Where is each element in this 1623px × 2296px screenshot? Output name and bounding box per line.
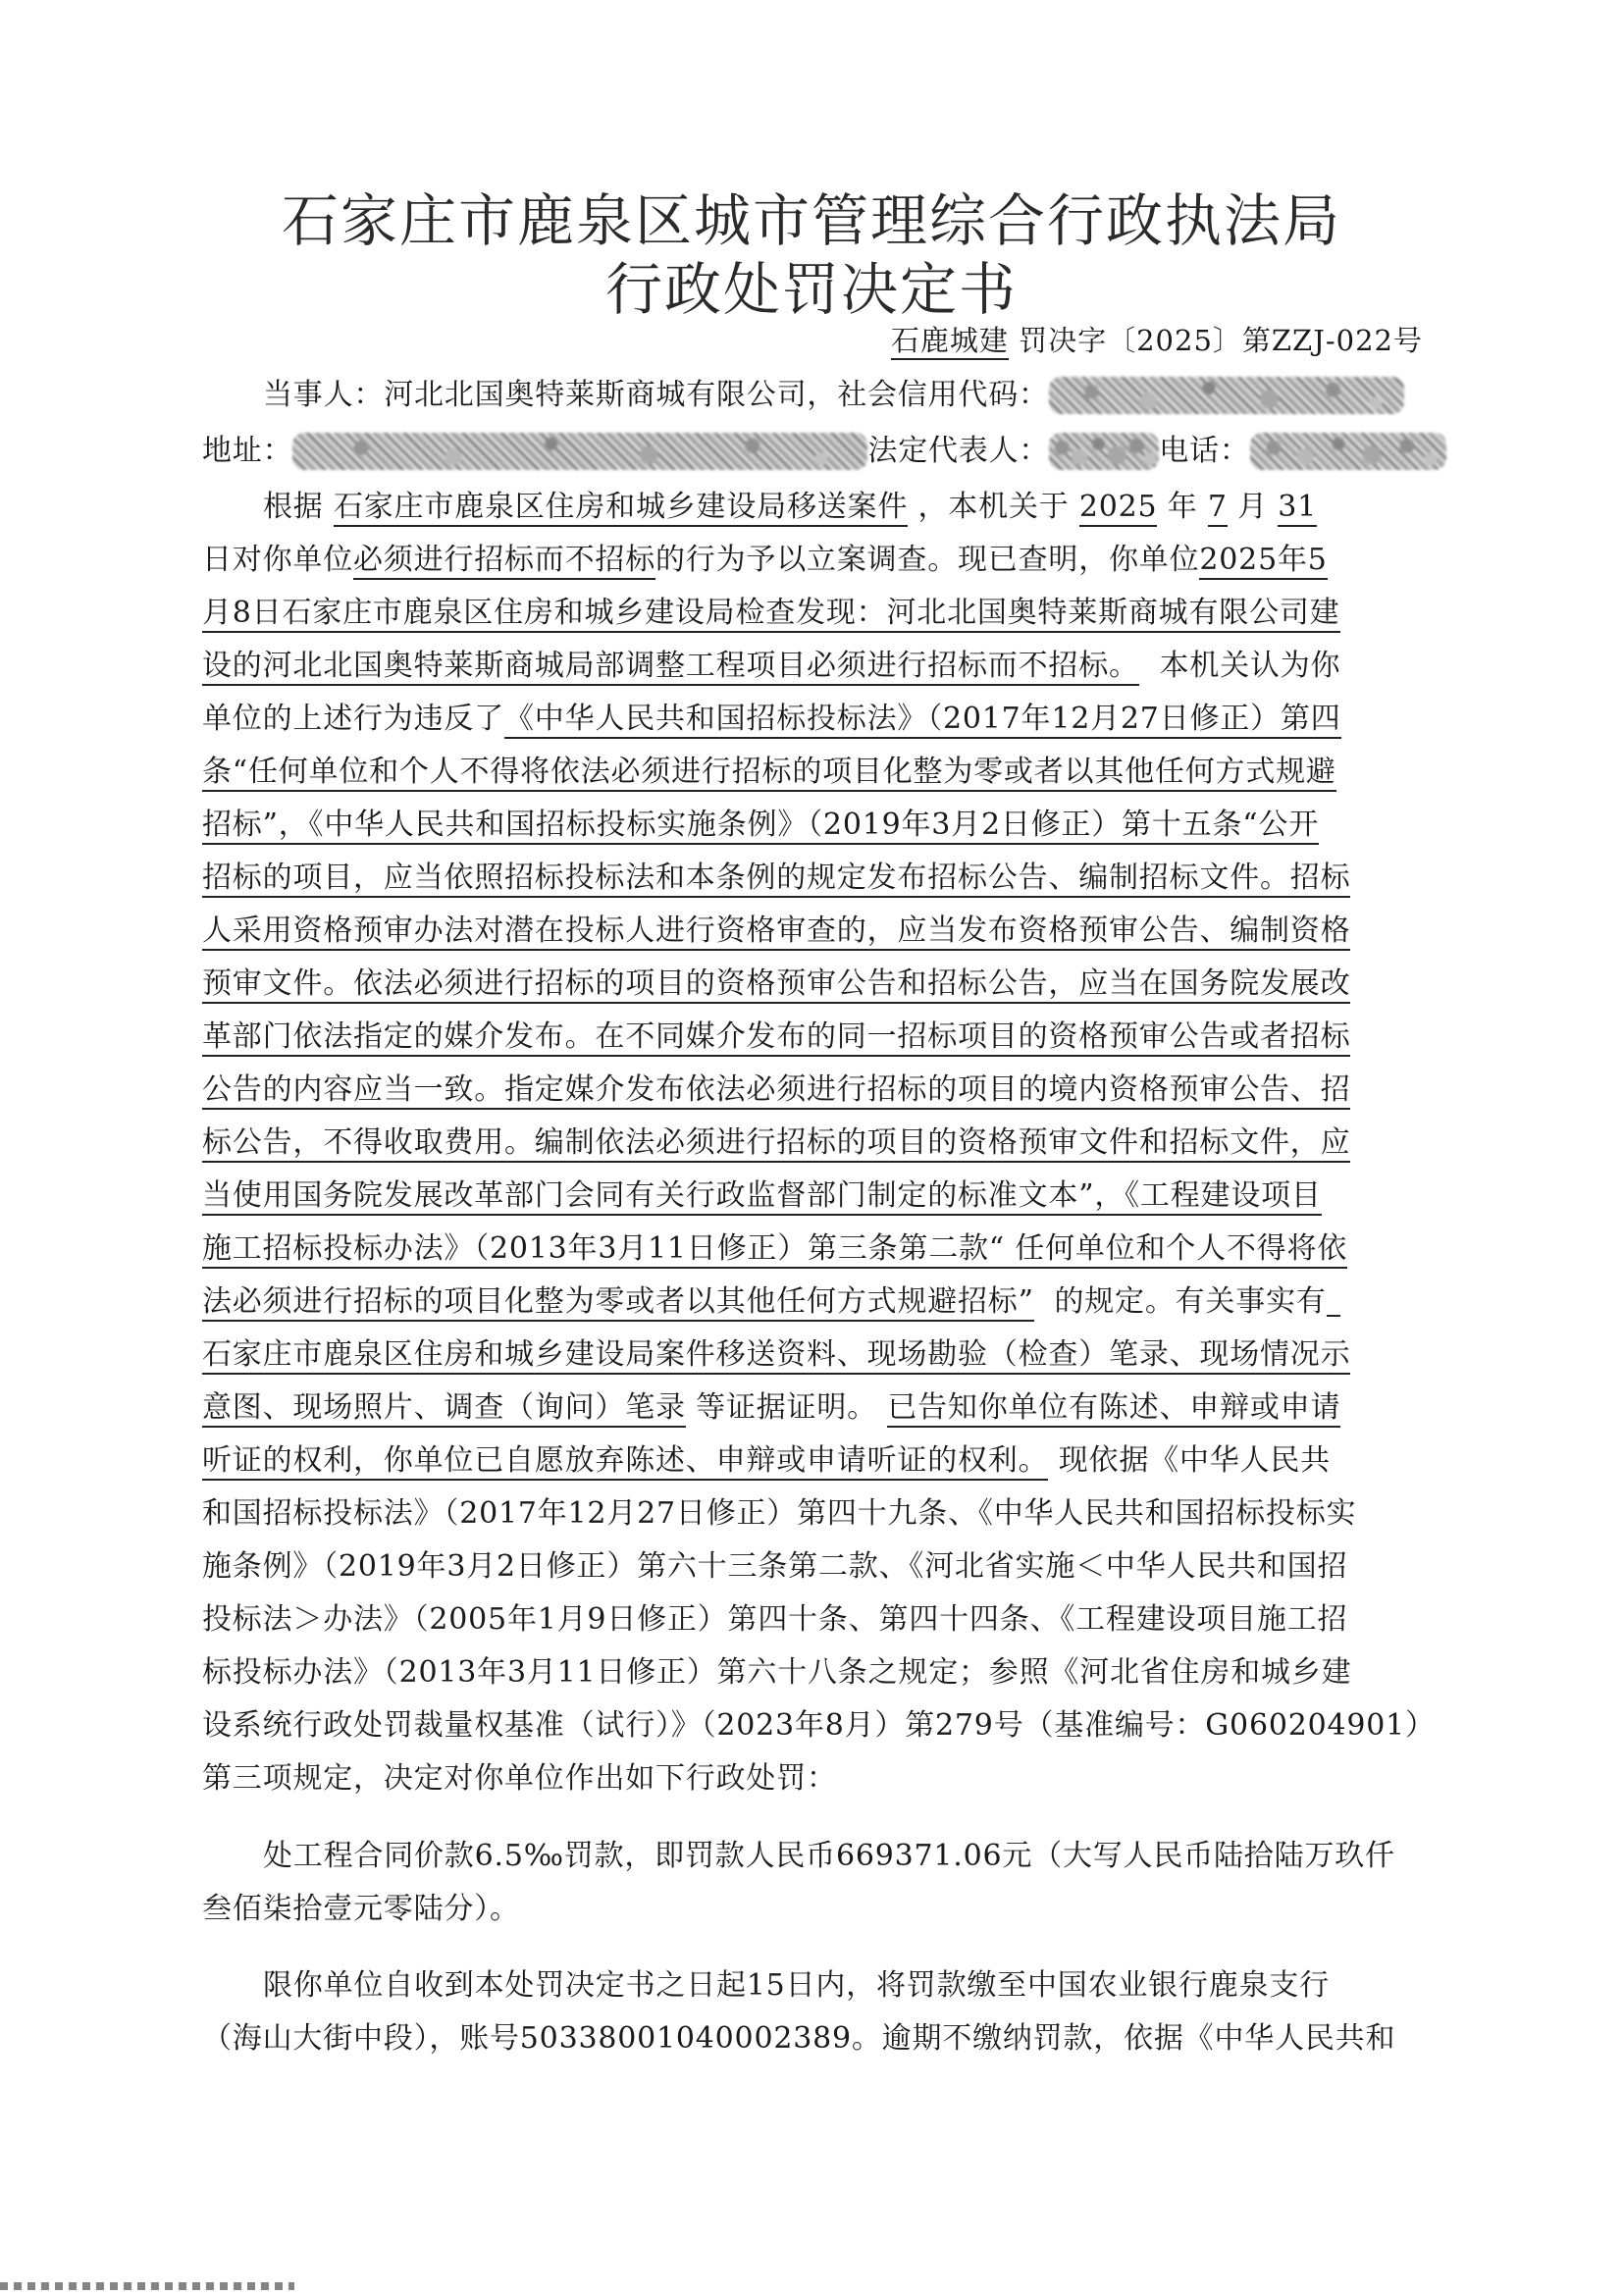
text-span: 本机关认为你 [1159, 649, 1341, 683]
text-span: 投标法＞办法》（2005年1月9日修正）第四十条、第四十四条、《工程建设项目施工招 [202, 1602, 1348, 1637]
text-span: 月 [1237, 490, 1268, 524]
body-line-11 [202, 1018, 1433, 1057]
document-title-type: 行政处罚决定书 [604, 256, 1018, 323]
body-line-9 [202, 912, 1433, 951]
payment-line-1 [263, 1966, 1493, 2006]
body-line-4 [202, 647, 1433, 686]
filing-day: 31 [1278, 490, 1317, 527]
text-span: 当使用国务院发展改革部门会同有关行政监督部门制定的标准文本”，《工程建设项目 [202, 1178, 1322, 1216]
redacted-legal-rep [1049, 433, 1159, 470]
text-span: 等证据证明。 [696, 1390, 877, 1425]
text-span: 第三项规定，决定对你单位作出如下行政处罚： [202, 1761, 837, 1796]
evidence-list: 石家庄市鹿泉区住房和城乡建设局案件移送资料、现场勘验（检查）笔录、现场情况示 [202, 1337, 1350, 1375]
text-span: 单位的上述行为违反了 [202, 702, 504, 736]
payment-line-2 [202, 2019, 1433, 2059]
payment-instruction: 限你单位自收到本处罚决定书之日起15日内，将罚款缴至中国农业银行鹿泉支行 [263, 1968, 1330, 2003]
penalty-line-1 [263, 1837, 1493, 1876]
body-line-12 [202, 1070, 1433, 1110]
legal-rep-label: 法定代表人： [867, 434, 1050, 468]
body-line-21 [202, 1547, 1433, 1587]
address-label: 地址： [202, 434, 293, 468]
body-line-1 [263, 488, 1493, 527]
body-line-13 [202, 1123, 1433, 1163]
body-line-8 [202, 859, 1433, 898]
body-line-16 [202, 1282, 1433, 1322]
inspection-date-start: 2025年5 [1199, 543, 1327, 580]
body-line-25 [202, 1759, 1433, 1799]
text-span: 月8日石家庄市鹿泉区住房和城乡建设局检查发现：河北北国奥特莱斯商城有限公司建 [202, 596, 1340, 633]
redacted-address [292, 433, 867, 470]
penalty-amount: 处工程合同价款6.5‰罚款，即罚款人民币669371.06元（大写人民币陆拾陆万玖仟 [263, 1839, 1395, 1873]
text-span: 年 [1167, 490, 1198, 524]
text-span: 招标的项目，应当依照招标投标法和本条例的规定发布招标公告、编制招标文件。招标 [202, 861, 1350, 898]
text-span: 和国招标投标法》（2017年12月27日修正）第四十九条、《中华人民共和国招标投标实 [202, 1496, 1357, 1531]
text-span: 招标”，《中华人民共和国招标投标实施条例》（2019年3月2日修正）第十五条“公开 [202, 808, 1319, 845]
text-span: 的行为予以立案调查。现已查明，你单位 [655, 543, 1200, 577]
body-line-10 [202, 965, 1433, 1004]
body-line-5 [202, 700, 1433, 739]
evidence-list: 意图、现场照片、调查（询问）笔录 [202, 1390, 686, 1428]
redacted-credit-code [1049, 377, 1404, 414]
text-span: 设的河北北国奥特莱斯商城局部调整工程项目必须进行招标而不招标。 [202, 649, 1139, 686]
text-span: 《中华人民共和国招标投标法》（2017年12月27日修正）第四 [504, 702, 1341, 739]
body-line-14 [202, 1176, 1433, 1216]
text-span: 革部门依法指定的媒介发布。在不同媒介发布的同一招标项目的资格预审公告或者招标 [202, 1019, 1350, 1057]
text-span: 的规定。有关事实有 [1054, 1284, 1327, 1319]
body-line-20 [202, 1494, 1433, 1534]
body-line-22 [202, 1600, 1433, 1640]
text-span: 现依据《中华人民共 [1058, 1443, 1331, 1478]
document-number [891, 319, 1423, 359]
text-span: 条“任何单位和个人不得将依法必须进行招标的项目化整为零或者以其他任何方式规避 [202, 755, 1336, 792]
text-span: 预审文件。依法必须进行招标的项目的资格预审公告和招标公告，应当在国务院发展改 [202, 966, 1350, 1004]
text-span: ，本机关于 [917, 490, 1070, 524]
text-span: 标公告，不得收取费用。编制依法必须进行招标的项目的资格预审文件和招标文件，应 [202, 1125, 1350, 1163]
body-line-15 [202, 1229, 1433, 1269]
body-line-17 [202, 1335, 1433, 1375]
body-line-23 [202, 1653, 1433, 1693]
penalty-line-2 [202, 1890, 1433, 1929]
violation-act: 必须进行招标而不招标 [353, 543, 655, 580]
filing-month: 7 [1208, 490, 1228, 527]
text-span: 设系统行政处罚裁量权基准（试行）》（2023年8月）第279号（基准编号：G060204901） [202, 1708, 1436, 1743]
text-span: 法必须进行招标的项目化整为零或者以其他任何方式规避招标” [202, 1284, 1034, 1322]
document-title-agency: 石家庄市鹿泉区城市管理综合行政执法局 [281, 187, 1341, 254]
penalty-amount-uppercase: 叁佰柒拾壹元零陆分）。 [202, 1892, 520, 1926]
text-span: 日对你单位 [202, 543, 353, 577]
party-label: 当事人： [263, 378, 385, 412]
body-line-2 [202, 541, 1433, 580]
party-line [263, 376, 1493, 415]
document-number-prefix: 石鹿城建 [891, 324, 1009, 360]
body-line-24 [202, 1706, 1436, 1746]
body-line-19 [202, 1441, 1433, 1481]
text-span: 标投标办法》（2013年3月11日修正）第六十八条之规定；参照《河北省住房和城乡建 [202, 1655, 1352, 1690]
phone-label: 电话： [1159, 434, 1250, 468]
body-line-6 [202, 753, 1433, 792]
redacted-phone [1250, 433, 1446, 470]
text-span: 公告的内容应当一致。指定媒介发布依法必须进行招标的项目的境内资格预审公告、招 [202, 1072, 1350, 1110]
body-line-3 [202, 594, 1433, 633]
notice-rights: 已告知你单位有陈述、申辩或申请 [887, 1390, 1340, 1428]
address-line [202, 432, 1433, 471]
scan-edge-mark [0, 2282, 294, 2290]
body-line-18 [202, 1388, 1433, 1428]
filing-year: 2025 [1079, 490, 1158, 527]
body-line-7 [202, 806, 1433, 845]
text-span: 根据 [263, 490, 324, 524]
payment-account: （海山大街中段），账号50338001040002389。逾期不缴纳罚款，依据《中华人民共和 [202, 2021, 1396, 2056]
text-span: 人采用资格预审办法对潜在投标人进行资格审查的，应当发布资格预审公告、编制资格 [202, 913, 1350, 951]
blank-underline [1327, 1285, 1340, 1317]
text-span: 施工招标投标办法》（2013年3月11日修正）第三条第二款“ 任何单位和个人不得将依 [202, 1231, 1347, 1269]
text-span: 施条例》（2019年3月2日修正）第六十三条第二款、《河北省实施＜中华人民共和国招 [202, 1549, 1348, 1584]
document-number-rest: 罚决字〔2025〕第ZZJ-022号 [1019, 324, 1423, 357]
party-name: 河北北国奥特莱斯商城有限公司，社会信用代码： [384, 378, 1049, 412]
case-source: 石家庄市鹿泉区住房和城乡建设局移送案件 [334, 490, 908, 527]
notice-rights: 听证的权利，你单位已自愿放弃陈述、申辩或申请听证的权利。 [202, 1443, 1048, 1481]
